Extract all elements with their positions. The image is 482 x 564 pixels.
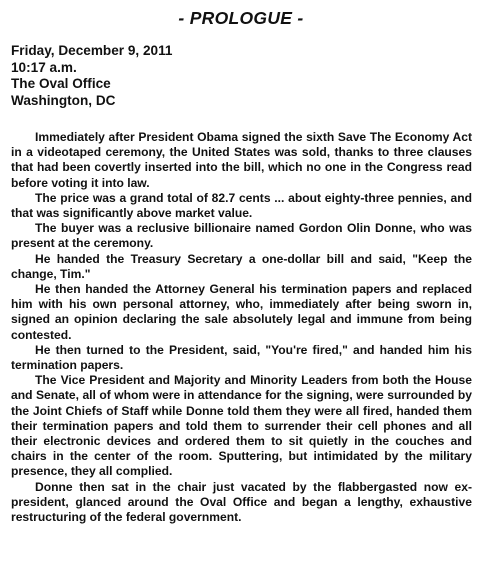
prologue-body — [11, 130, 472, 525]
paragraph-4: He handed the Treasury Secretary a one-dollar bill and said, "Keep the change, Tim." — [11, 251, 472, 281]
dateline-city: Washington, DC — [11, 92, 116, 108]
paragraph-2: The price was a grand total of 82.7 cents ... about eighty-three pennies, and that was significantly above market value. — [11, 190, 472, 221]
paragraph-1: Immediately after President Obama signed the sixth Save The Economy Act in a videotaped ceremony, the United States was sold, thanks to three clauses that had been covertly inserted into the bill, which no one in the Congress read before voting it into law. — [11, 130, 472, 190]
dateline-time: 10:17 a.m. — [11, 59, 77, 75]
dateline-place: The Oval Office — [11, 76, 111, 91]
paragraph-7: The Vice President and Majority and Minority Leaders from both the House and Senate, all of whom were in attendance for the signing, were surrounded by the Joint Chiefs of Staff while Donne told them they were all fired, handed them their termination papers and told them to surrender their cell phones and all their electronic devices and ordered them to sit quietly in the couches and chairs in the center of the room. Sputtering, but intimidated by the military presence, they all complied. — [11, 373, 472, 479]
prologue-heading: - PROLOGUE - — [178, 8, 304, 28]
dateline-date: Friday, December 9, 2011 — [11, 43, 173, 58]
dateline — [11, 43, 471, 109]
paragraph-8: Donne then sat in the chair just vacated by the flabbergasted now ex-president, glanced around the Oval Office and began a lengthy, exhaustive restructuring of the federal government. — [11, 479, 472, 525]
paragraph-5: He then handed the Attorney General his termination papers and replaced him with his own personal attorney, who, immediately after being sworn in, signed an opinion declaring the sale absolutely legal and immune from being contested. — [11, 282, 472, 342]
paragraph-3: The buyer was a reclusive billionaire named Gordon Olin Donne, who was present at the ceremony. — [11, 221, 472, 251]
paragraph-6: He then turned to the President, said, "You're fired," and handed him his termination papers. — [11, 342, 472, 373]
